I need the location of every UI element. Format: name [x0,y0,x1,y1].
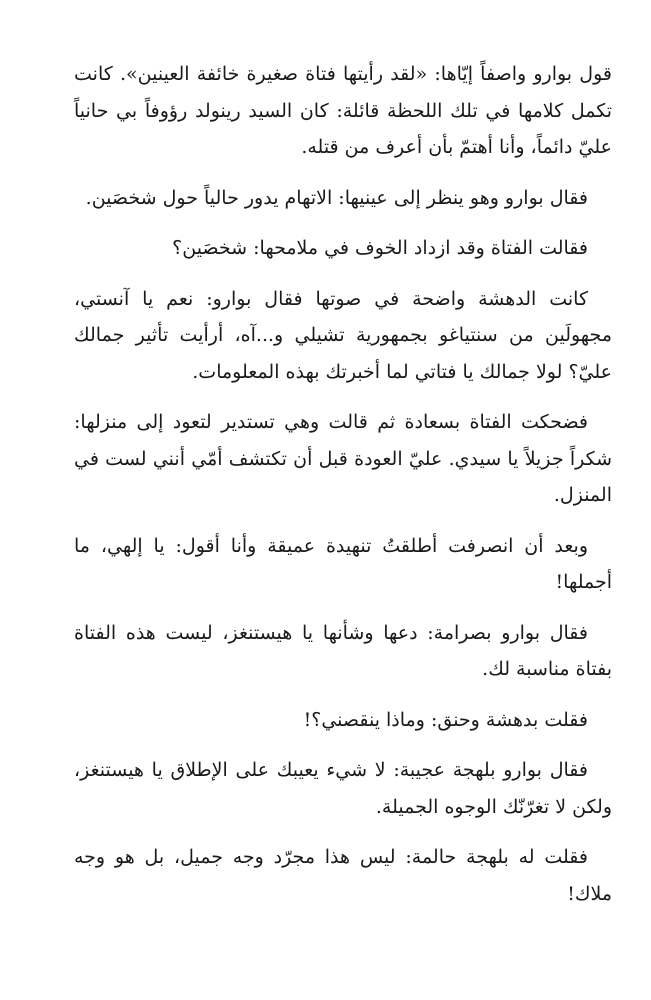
paragraph-8: فقلت بدهشة وحنق: وماذا ينقصني؟! [303,708,588,731]
paragraph-5: فضحكت الفتاة بسعادة ثم قالت وهي تستدير لتعود إلى منزلها: شكراً جزيلاً يا سيدي. عليّ العودة قبل أن تكتشف أمّي أنني لست في المنزل. [74,411,612,506]
book-page [74,56,612,926]
paragraph-9: فقال بوارو بلهجة عجيبة: لا شيء يعيبك على الإطلاق يا هيستنغز، ولكن لا تغرّنّك الوجوه الجميلة. [74,759,612,818]
paragraph-3: فقالت الفتاة وقد ازداد الخوف في ملامحها: شخصَين؟ [172,237,588,259]
paragraph-2: فقال بوارو وهو ينظر إلى عينيها: الاتهام يدور حالياً حول شخصَين. [85,186,588,209]
paragraph-4: كانت الدهشة واضحة في صوتها فقال بوارو: نعم يا آنستي، مجهولَين من سنتياغو بجمهورية تشيلي و...آه، أرأيت تأثير جمالك عليّ؟ لولا جمالك يا فتاتي لما أخبرتك بهذه المعلومات. [74,287,612,383]
paragraph-1: قول بوارو واصفاً إيّاها: «لقد رأيتها فتاة صغيرة خائفة العينين». كانت تكمل كلامها في تلك اللحظة قائلة: كان السيد رينولد رؤوفاً بي حانياً عليّ دائماً، وأنا أهتمّ بأن أعرف من قتله. [74,63,612,158]
paragraph-10: فقلت له بلهجة حالمة: ليس هذا مجرّد وجه جميل، بل هو وجه ملاك! [74,846,612,905]
paragraph-6: وبعد أن انصرفت أطلقتُ تنهيدة عميقة وأنا أقول: يا إلهي، ما أجملها! [74,534,612,593]
paragraph-7: فقال بوارو بصرامة: دعها وشأنها يا هيستنغز، ليست هذه الفتاة بفتاة مناسبة لك. [74,621,612,680]
